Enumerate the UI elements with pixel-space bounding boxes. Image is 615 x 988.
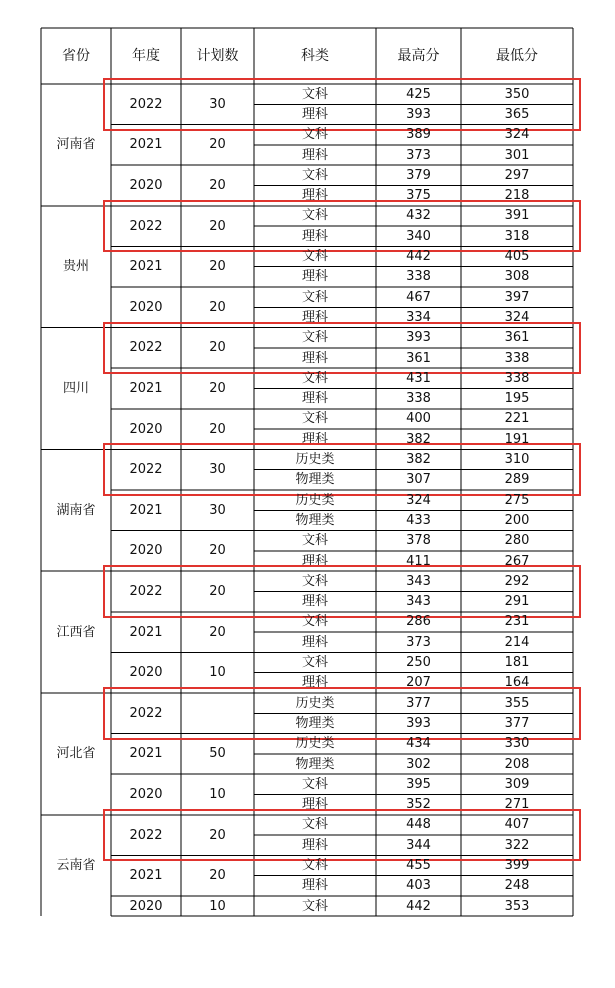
subject-cell: 历史类: [295, 736, 335, 752]
year-cell: 2020: [129, 786, 163, 802]
min-score-cell: 377: [504, 715, 530, 731]
min-score-cell: 322: [504, 837, 530, 853]
subject-cell: 物理类: [295, 756, 335, 772]
year-cell: 2021: [129, 380, 163, 396]
subject-cell: 文科: [301, 817, 328, 833]
subject-cell: 理科: [301, 553, 328, 569]
plan-count-cell: 20: [209, 624, 226, 640]
max-score-cell: 395: [406, 776, 431, 792]
min-score-cell: 308: [504, 269, 530, 285]
max-score-cell: 403: [406, 878, 431, 894]
min-score-cell: 271: [504, 797, 530, 813]
province-cell: 贵州: [62, 259, 89, 275]
min-score-cell: 324: [504, 309, 530, 325]
min-score-cell: 208: [504, 756, 530, 772]
max-score-cell: 334: [406, 309, 431, 325]
subject-cell: 物理类: [295, 512, 335, 528]
max-score-cell: 442: [406, 249, 431, 265]
subject-cell: 理科: [301, 350, 328, 366]
year-cell: 2022: [129, 96, 163, 112]
max-score-cell: 378: [406, 533, 431, 549]
header-max: 最高分: [397, 48, 440, 64]
min-score-cell: 221: [504, 411, 530, 427]
plan-count-cell: 10: [209, 665, 226, 681]
header-subject: 科类: [301, 48, 329, 64]
max-score-cell: 411: [406, 553, 431, 569]
subject-cell: 文科: [301, 127, 328, 143]
subject-cell: 历史类: [295, 695, 335, 711]
subject-cell: 理科: [301, 675, 328, 691]
plan-count-cell: 20: [209, 259, 226, 275]
max-score-cell: 434: [406, 736, 431, 752]
plan-count-cell: 20: [209, 583, 226, 599]
min-score-cell: 248: [504, 878, 530, 894]
year-cell: 2020: [129, 898, 163, 914]
min-score-cell: 318: [504, 228, 530, 244]
plan-count-cell: 30: [209, 502, 226, 518]
subject-cell: 物理类: [295, 472, 335, 488]
max-score-cell: 432: [406, 208, 431, 224]
header-plan: 计划数: [196, 48, 239, 64]
min-score-cell: 275: [504, 492, 530, 508]
max-score-cell: 375: [406, 188, 431, 204]
province-cell: 云南省: [56, 857, 96, 873]
plan-count-cell: 20: [209, 340, 226, 356]
min-score-cell: 399: [504, 858, 530, 874]
max-score-cell: 324: [406, 492, 431, 508]
max-score-cell: 400: [406, 411, 431, 427]
year-cell: 2022: [129, 462, 163, 478]
max-score-cell: 343: [406, 594, 431, 610]
subject-cell: 理科: [301, 228, 328, 244]
max-score-cell: 373: [406, 147, 431, 163]
min-score-cell: 195: [504, 391, 530, 407]
max-score-cell: 379: [406, 167, 431, 183]
subject-cell: 理科: [301, 878, 328, 894]
plan-count-cell: 10: [209, 898, 226, 914]
province-cell: 河北省: [56, 746, 96, 762]
min-score-cell: 338: [504, 350, 530, 366]
year-cell: 2020: [129, 665, 163, 681]
year-cell: 2022: [129, 705, 163, 721]
min-score-cell: 338: [504, 370, 530, 386]
min-score-cell: 361: [504, 330, 530, 346]
min-score-cell: 391: [504, 208, 530, 224]
subject-cell: 文科: [301, 208, 328, 224]
province-cell: 江西省: [56, 624, 96, 640]
max-score-cell: 448: [406, 817, 431, 833]
min-score-cell: 231: [504, 614, 530, 630]
min-score-cell: 218: [504, 188, 530, 204]
header-min: 最低分: [496, 48, 538, 64]
min-score-cell: 350: [504, 86, 530, 102]
subject-cell: 理科: [301, 188, 328, 204]
subject-cell: 文科: [301, 655, 328, 671]
province-cell: 湖南省: [56, 502, 96, 518]
subject-cell: 文科: [301, 614, 328, 630]
year-cell: 2020: [129, 177, 163, 193]
plan-count-cell: 30: [209, 96, 226, 112]
max-score-cell: 340: [406, 228, 431, 244]
year-cell: 2021: [129, 137, 163, 153]
min-score-cell: 405: [504, 249, 530, 265]
max-score-cell: 302: [406, 756, 431, 772]
min-score-cell: 289: [504, 472, 530, 488]
max-score-cell: 393: [406, 330, 431, 346]
min-score-cell: 355: [504, 695, 530, 711]
subject-cell: 理科: [301, 797, 328, 813]
subject-cell: 理科: [301, 106, 328, 122]
subject-cell: 文科: [301, 330, 328, 346]
min-score-cell: 353: [504, 898, 530, 914]
subject-cell: 文科: [301, 776, 328, 792]
plan-count-cell: 10: [209, 786, 226, 802]
min-score-cell: 200: [504, 512, 530, 528]
max-score-cell: 382: [406, 431, 431, 447]
subject-cell: 文科: [301, 370, 328, 386]
min-score-cell: 292: [504, 573, 530, 589]
max-score-cell: 425: [406, 86, 431, 102]
plan-count-cell: 20: [209, 827, 226, 843]
min-score-cell: 309: [504, 776, 530, 792]
min-score-cell: 191: [504, 431, 530, 447]
min-score-cell: 301: [504, 147, 530, 163]
subject-cell: 文科: [301, 573, 328, 589]
plan-count-cell: 50: [209, 746, 226, 762]
max-score-cell: 393: [406, 715, 431, 731]
subject-cell: 文科: [301, 898, 328, 914]
year-cell: 2021: [129, 259, 163, 275]
subject-cell: 物理类: [295, 715, 335, 731]
year-cell: 2022: [129, 218, 163, 234]
min-score-cell: 280: [504, 533, 530, 549]
max-score-cell: 286: [406, 614, 431, 630]
min-score-cell: 324: [504, 127, 530, 143]
subject-cell: 历史类: [295, 492, 335, 508]
max-score-cell: 307: [406, 472, 431, 488]
plan-count-cell: 20: [209, 177, 226, 193]
min-score-cell: 297: [504, 167, 530, 183]
subject-cell: 理科: [301, 309, 328, 325]
year-cell: 2022: [129, 827, 163, 843]
plan-count-cell: 20: [209, 218, 226, 234]
max-score-cell: 467: [406, 289, 431, 305]
min-score-cell: 291: [504, 594, 530, 610]
subject-cell: 文科: [301, 858, 328, 874]
province-cell: 四川: [62, 380, 89, 396]
subject-cell: 历史类: [295, 452, 335, 468]
subject-cell: 文科: [301, 411, 328, 427]
year-cell: 2022: [129, 340, 163, 356]
max-score-cell: 382: [406, 452, 431, 468]
subject-cell: 文科: [301, 249, 328, 265]
year-cell: 2021: [129, 624, 163, 640]
subject-cell: 文科: [301, 533, 328, 549]
plan-count-cell: 20: [209, 421, 226, 437]
subject-cell: 文科: [301, 86, 328, 102]
header-province: 省份: [62, 48, 90, 64]
plan-count-cell: [181, 693, 254, 734]
max-score-cell: 393: [406, 106, 431, 122]
min-score-cell: 214: [504, 634, 530, 650]
subject-cell: 理科: [301, 837, 328, 853]
plan-count-cell: 20: [209, 380, 226, 396]
max-score-cell: 338: [406, 269, 431, 285]
max-score-cell: 207: [406, 675, 431, 691]
year-cell: 2020: [129, 299, 163, 315]
plan-count-cell: 20: [209, 543, 226, 559]
max-score-cell: 431: [406, 370, 431, 386]
subject-cell: 理科: [301, 391, 328, 407]
province-cell: 河南省: [56, 137, 96, 153]
max-score-cell: 433: [406, 512, 431, 528]
max-score-cell: 373: [406, 634, 431, 650]
header-year: 年度: [132, 48, 160, 64]
max-score-cell: 442: [406, 898, 431, 914]
plan-count-cell: 20: [209, 299, 226, 315]
max-score-cell: 344: [406, 837, 431, 853]
max-score-cell: 455: [406, 858, 431, 874]
max-score-cell: 361: [406, 350, 431, 366]
plan-count-cell: 20: [209, 868, 226, 884]
min-score-cell: 310: [504, 452, 530, 468]
plan-count-cell: 20: [209, 137, 226, 153]
max-score-cell: 343: [406, 573, 431, 589]
max-score-cell: 338: [406, 391, 431, 407]
plan-count-cell: 30: [209, 462, 226, 478]
min-score-cell: 365: [504, 106, 530, 122]
max-score-cell: 377: [406, 695, 431, 711]
year-cell: 2021: [129, 868, 163, 884]
subject-cell: 理科: [301, 634, 328, 650]
min-score-cell: 181: [504, 655, 530, 671]
year-cell: 2020: [129, 543, 163, 559]
subject-cell: 理科: [301, 594, 328, 610]
min-score-cell: 407: [504, 817, 530, 833]
min-score-cell: 397: [504, 289, 530, 305]
max-score-cell: 250: [406, 655, 431, 671]
year-cell: 2021: [129, 502, 163, 518]
subject-cell: 文科: [301, 289, 328, 305]
subject-cell: 理科: [301, 431, 328, 447]
subject-cell: 文科: [301, 167, 328, 183]
year-cell: 2020: [129, 421, 163, 437]
subject-cell: 理科: [301, 269, 328, 285]
max-score-cell: 352: [406, 797, 431, 813]
min-score-cell: 164: [504, 675, 530, 691]
subject-cell: 理科: [301, 147, 328, 163]
max-score-cell: 389: [406, 127, 431, 143]
min-score-cell: 267: [504, 553, 530, 569]
year-cell: 2021: [129, 746, 163, 762]
year-cell: 2022: [129, 583, 163, 599]
min-score-cell: 330: [504, 736, 530, 752]
